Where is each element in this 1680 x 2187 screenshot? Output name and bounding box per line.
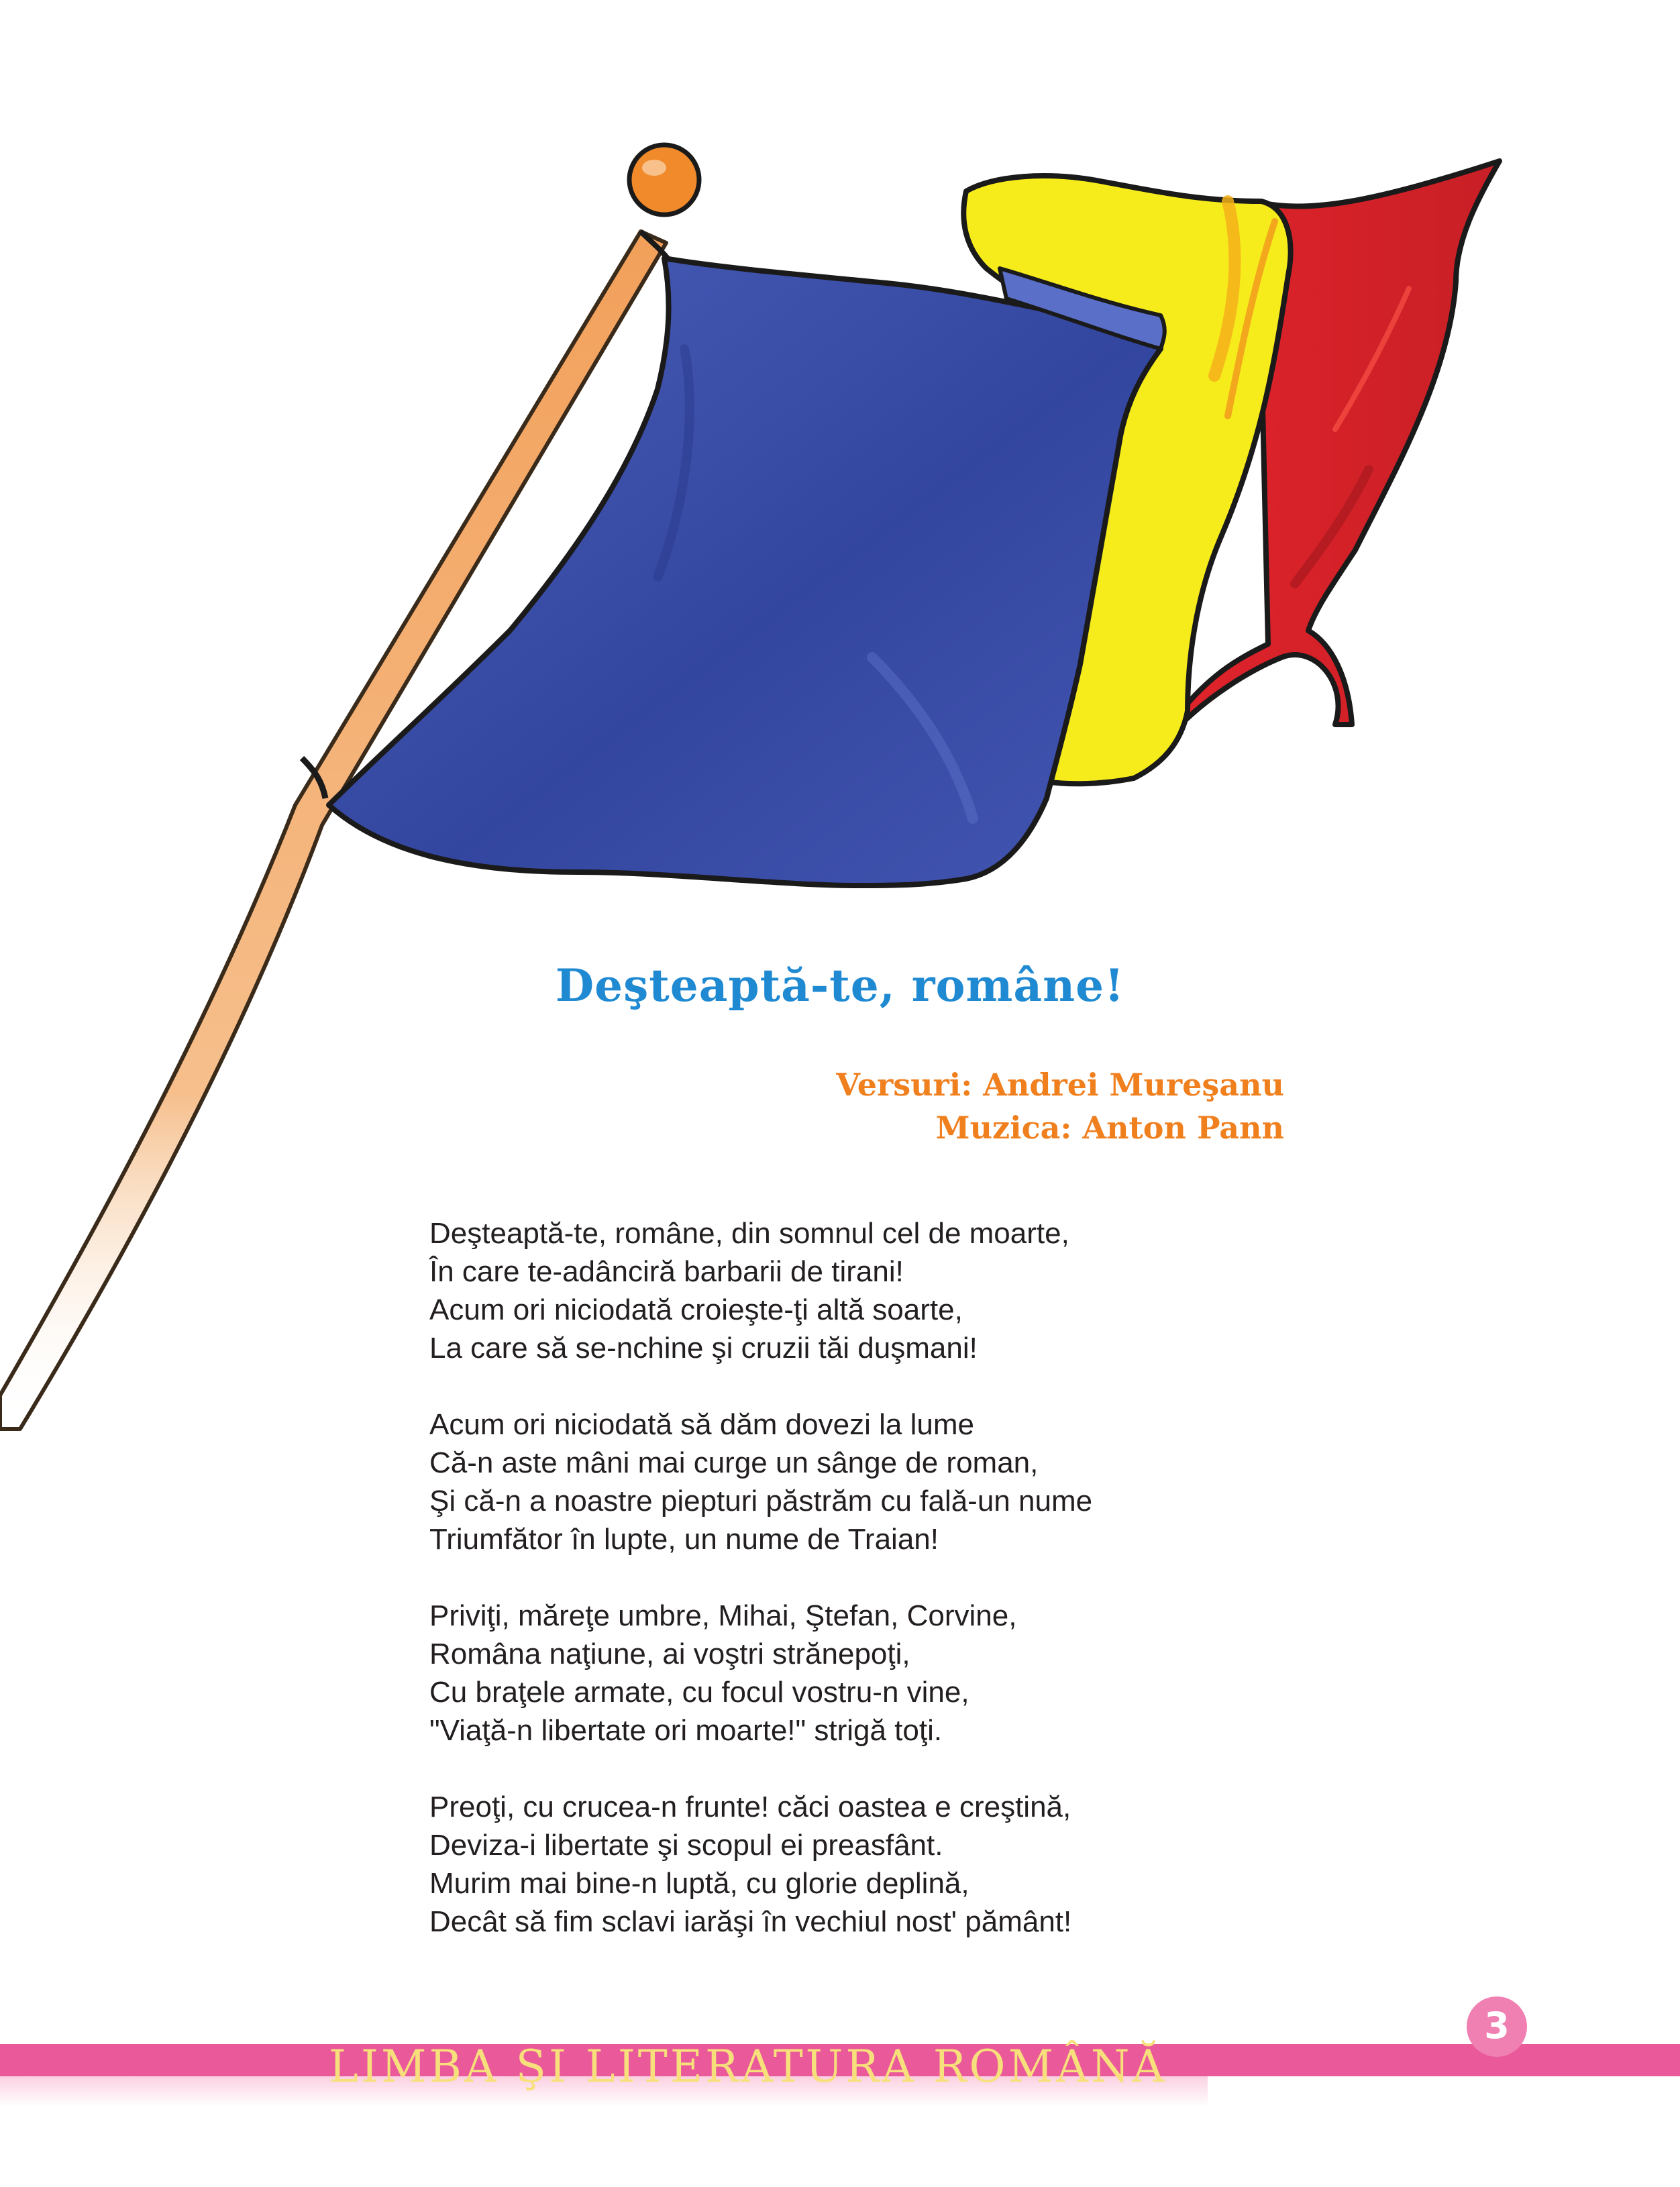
verse-line: La care să se-nchine şi cruzii tăi duşmani! <box>429 1332 978 1365</box>
verse-line: Deşteaptă-te, române, din somnul cel de moarte, <box>429 1217 1069 1250</box>
verse-line: Că-n aste mâni mai curge un sânge de roman, <box>429 1446 1039 1479</box>
stanza-1 <box>429 1214 1092 1367</box>
poem <box>429 1214 1092 1979</box>
stanza-3 <box>429 1597 1092 1750</box>
credits <box>836 1063 1284 1149</box>
stanza-4 <box>429 1788 1092 1941</box>
verse-line: În care te-adânciră barbarii de tirani! <box>429 1255 904 1288</box>
lyrics-credit: Versuri: Andrei Mureşanu <box>836 1067 1284 1103</box>
verse-line: Acum ori niciodată să dăm dovezi la lume <box>429 1408 974 1441</box>
verse-line: Murim mai bine-n luptă, cu glorie deplină, <box>429 1867 969 1900</box>
verse-line: Decât să fim sclavi iarăşi în vechiul nost' pământ! <box>429 1905 1072 1938</box>
page-number: 3 <box>1467 1996 1527 2057</box>
verse-line: Şi că-n a noastre piepturi păstrăm cu falǎ-un nume <box>429 1485 1093 1517</box>
stanza-2 <box>429 1405 1092 1558</box>
page-title: Deşteaptă-te, române! <box>555 959 1125 1012</box>
verse-line: Româna naţiune, ai voştri strănepoţi, <box>429 1638 910 1670</box>
pole-finial <box>629 145 699 215</box>
verse-line: Cu braţele armate, cu focul vostru-n vine, <box>429 1676 969 1709</box>
verse-line: Deviza-i libertate şi scopul ei preasfânt. <box>429 1829 943 1862</box>
verse-line: Triumfător în lupte, un nume de Traian! <box>429 1523 939 1556</box>
verse-line: Preoţi, cu crucea-n frunte! căci oastea e creştină, <box>429 1791 1071 1823</box>
footer-subject: LIMBA ŞI LITERATURA ROMÂNĂ <box>329 2041 1167 2092</box>
verse-line: Acum ori niciodată croieşte-ţi altă soarte, <box>429 1293 963 1326</box>
verse-line: "Viaţă-n libertate ori moarte!" strigă toţi. <box>429 1714 943 1747</box>
music-credit: Muzica: Anton Pann <box>935 1110 1284 1146</box>
verse-line: Priviţi, măreţe umbre, Mihai, Ştefan, Corvine, <box>429 1599 1017 1632</box>
